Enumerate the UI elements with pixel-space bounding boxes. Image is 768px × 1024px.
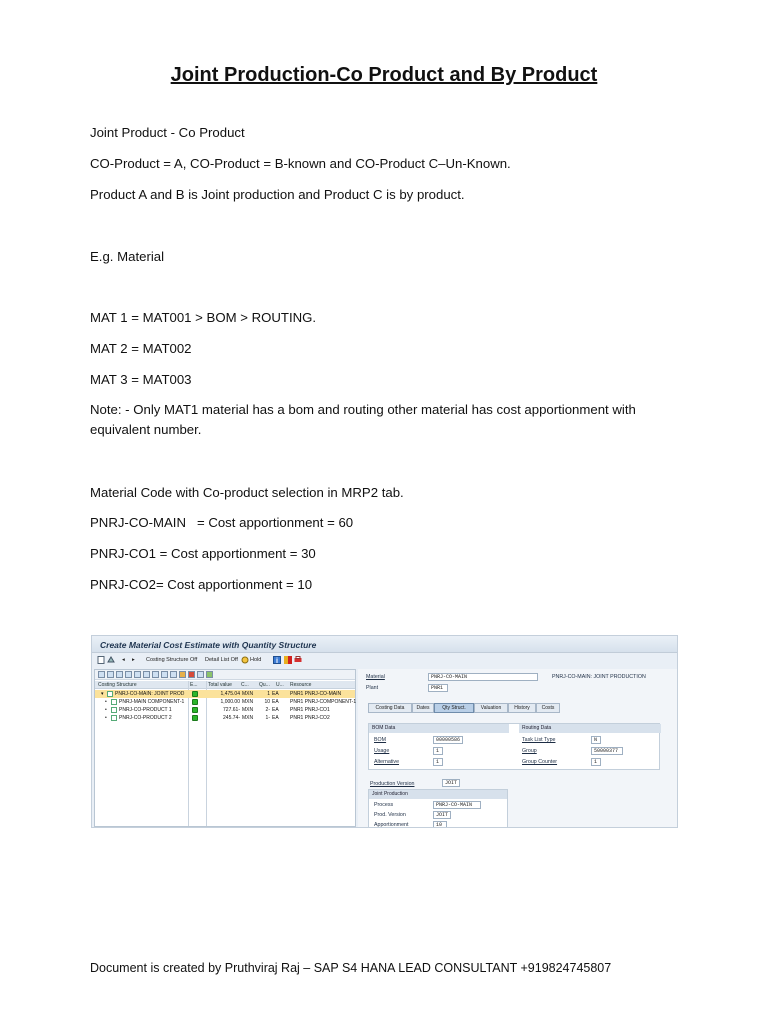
other-object-icon[interactable]	[107, 656, 115, 664]
total-value: 245.74-	[223, 715, 240, 721]
paragraph-mat3: MAT 3 = MAT003	[90, 372, 192, 387]
print-icon[interactable]	[294, 656, 302, 664]
expand-toggle[interactable]: ▾	[101, 691, 104, 697]
costing-item-name: PNRJ-CO-PRODUCT 2	[119, 715, 172, 721]
document-title: Joint Production-Co Product and By Product	[170, 64, 598, 86]
sap-screenshot	[91, 635, 678, 828]
apportionment-label: Apportionment	[374, 822, 409, 828]
costing-item-name: PNRJ-MAIN COMPONENT-1	[119, 699, 185, 705]
production-version-label: Production Version	[370, 781, 415, 787]
paragraph-co2-apportionment: PNRJ-CO2= Cost apportionment = 10	[90, 577, 313, 592]
sum-icon[interactable]	[143, 671, 150, 678]
data-panel	[368, 723, 660, 770]
document-footer: Document is created by Pruthviraj Raj – SAP S4 HANA LEAD CONSULTANT +919824745807	[90, 961, 612, 975]
costing-item-name: PNRJ-CO-PRODUCT 1	[119, 707, 172, 713]
tab-dates[interactable]: Dates	[412, 703, 434, 713]
material-label: Material	[366, 674, 385, 680]
column-header-unit[interactable]: U...	[276, 682, 284, 688]
table-row[interactable]	[95, 706, 355, 714]
find-icon[interactable]	[116, 671, 123, 678]
tab-valuation[interactable]: Valuation	[474, 703, 508, 713]
task-list-type-field[interactable]: N	[591, 736, 601, 744]
joint-production-panel	[368, 789, 508, 828]
quantity: 1	[267, 691, 270, 697]
column-header-total-value[interactable]: Total value	[208, 682, 232, 688]
group-counter-label: Group Counter	[522, 759, 558, 765]
detail-tabs	[368, 703, 668, 713]
expand-icon[interactable]	[98, 671, 105, 678]
paragraph-mrp2: Material Code with Co-product selection in MRP2 tab.	[90, 485, 404, 500]
total-value: 727.61-	[223, 707, 240, 713]
column-header-costing-structure[interactable]: Costing Structure	[98, 682, 137, 688]
graphic-icon[interactable]	[188, 671, 195, 678]
material-description: PNRJ-CO-MAIN: JOINT PRODUCTION	[552, 674, 646, 680]
alternative-field[interactable]: 1	[433, 758, 443, 766]
document-icon[interactable]	[97, 656, 105, 664]
status-green-icon	[192, 699, 198, 705]
tab-costs[interactable]: Costs	[536, 703, 560, 713]
info-icon[interactable]	[273, 656, 281, 664]
table-row[interactable]	[95, 698, 355, 706]
forward-arrow-icon[interactable]: ▸	[132, 657, 135, 663]
tab-qty-struct[interactable]: Qty Struct.	[434, 703, 474, 713]
layout-icon[interactable]	[152, 671, 159, 678]
process-field[interactable]: PNRJ-CO-MAIN	[433, 801, 481, 809]
bom-field[interactable]: 00000586	[433, 736, 463, 744]
column-header-resource[interactable]: Resource	[290, 682, 312, 688]
currency: MXN	[242, 707, 254, 713]
resource: PNR1 PNRJ-CO2	[290, 715, 330, 721]
hold-button[interactable]: Hold	[250, 657, 262, 663]
production-version-field[interactable]: JOIT	[442, 779, 460, 787]
task-list-type-label: Task List Type	[522, 737, 556, 743]
status-green-icon	[192, 715, 198, 721]
quantity: 1-	[265, 715, 270, 721]
costing-structure-off-button[interactable]: Costing Structure Off	[146, 657, 198, 663]
unit: EA	[272, 699, 279, 705]
filter-icon[interactable]	[134, 671, 141, 678]
plant-field[interactable]: PNR1	[428, 684, 448, 692]
currency: MXN	[242, 691, 254, 697]
sort-icon[interactable]	[125, 671, 132, 678]
column-header-e[interactable]: E...	[190, 682, 198, 688]
plant-label: Plant	[366, 685, 379, 691]
group-label: Group	[522, 748, 537, 754]
apportionment-field[interactable]: 10	[433, 821, 447, 828]
paragraph-main-apportionment: PNRJ-CO-MAIN = Cost apportionment = 60	[90, 515, 354, 530]
currency: MXN	[242, 699, 254, 705]
currency: MXN	[242, 715, 254, 721]
table-row[interactable]	[95, 714, 355, 722]
refresh-icon[interactable]	[206, 671, 213, 678]
joint-production-header: Joint Production	[369, 790, 507, 799]
paragraph-note: Note: - Only MAT1 material has a bom and routing other material has cost apportionment with equivalent number.	[90, 402, 636, 437]
group-counter-field[interactable]: 1	[591, 758, 601, 766]
tree-node-bullet: •	[105, 715, 107, 721]
resource: PNR1 PNRJ-CO1	[290, 707, 330, 713]
back-arrow-icon[interactable]: ◂	[122, 657, 125, 663]
export-icon[interactable]	[161, 671, 168, 678]
document-icon	[111, 707, 117, 713]
color-legend-icon[interactable]	[284, 656, 292, 664]
hold-icon	[241, 656, 249, 664]
tree-node-bullet: •	[105, 699, 107, 705]
paragraph-joint-production: Product A and B is Joint production and Product C is by product.	[90, 187, 465, 202]
group-field[interactable]: 50000377	[591, 747, 623, 755]
unit: EA	[272, 691, 279, 697]
collapse-icon[interactable]	[107, 671, 114, 678]
paragraph-co-product-definition: CO-Product = A, CO-Product = B-known and CO-Product C–Un-Known.	[90, 156, 511, 171]
prod-version-label: Prod. Version	[374, 812, 406, 818]
grid-toolbar	[95, 670, 355, 680]
unit: EA	[272, 707, 279, 713]
paragraph-mat2: MAT 2 = MAT002	[90, 341, 192, 356]
tab-costing-data[interactable]: Costing Data	[368, 703, 412, 713]
paragraph-co1-apportionment: PNRJ-CO1 = Cost apportionment = 30	[90, 546, 316, 561]
total-value: 1,475.04	[220, 691, 240, 697]
paragraph-example-material: E.g. Material	[90, 249, 165, 264]
tab-history[interactable]: History	[508, 703, 536, 713]
costing-item-name: PNRJ-CO-MAIN: JOINT PROD	[115, 691, 185, 697]
document-icon	[111, 715, 117, 721]
table-row[interactable]	[95, 690, 355, 698]
unit: EA	[272, 715, 279, 721]
document-icon	[111, 699, 117, 705]
column-header-quantity[interactable]: Qu...	[259, 682, 270, 688]
process-label: Process	[374, 802, 394, 808]
bom-label: BOM	[374, 737, 387, 743]
column-header-currency[interactable]: C...	[241, 682, 249, 688]
prod-version-field[interactable]: JOIT	[433, 811, 451, 819]
document-icon	[107, 691, 113, 697]
grid-header-row	[95, 681, 355, 689]
detail-list-off-button[interactable]: Detail List Off	[205, 657, 238, 663]
paragraph-joint-product: Joint Product - Co Product	[90, 125, 245, 140]
settings-icon[interactable]	[197, 671, 204, 678]
sap-window-title: Create Material Cost Estimate with Quantity Structure	[92, 636, 677, 653]
sap-toolbar	[92, 654, 677, 667]
quantity: 2-	[265, 707, 270, 713]
print-grid-icon[interactable]	[170, 671, 177, 678]
bom-data-header: BOM Data	[369, 724, 509, 733]
alternative-label: Alternative	[374, 759, 400, 765]
status-green-icon	[192, 691, 198, 697]
status-green-icon	[192, 707, 198, 713]
cost-estimate-detail-pane	[358, 669, 677, 827]
costing-structure-panel	[94, 669, 356, 827]
quantity: 10	[264, 699, 270, 705]
resource: PNR1 PNRJ-COMPONENT-1	[290, 699, 356, 705]
usage-field[interactable]: 1	[433, 747, 443, 755]
routing-data-header: Routing Data	[519, 724, 661, 733]
paragraph-mat1: MAT 1 = MAT001 > BOM > ROUTING.	[90, 310, 317, 325]
usage-label: Usage	[374, 748, 390, 754]
tree-node-bullet: •	[105, 707, 107, 713]
material-field[interactable]: PNRJ-CO-MAIN	[428, 673, 538, 681]
total-value: 1,000.00	[220, 699, 240, 705]
details-icon[interactable]	[179, 671, 186, 678]
resource: PNR1 PNRJ-CO-MAIN	[290, 691, 342, 697]
